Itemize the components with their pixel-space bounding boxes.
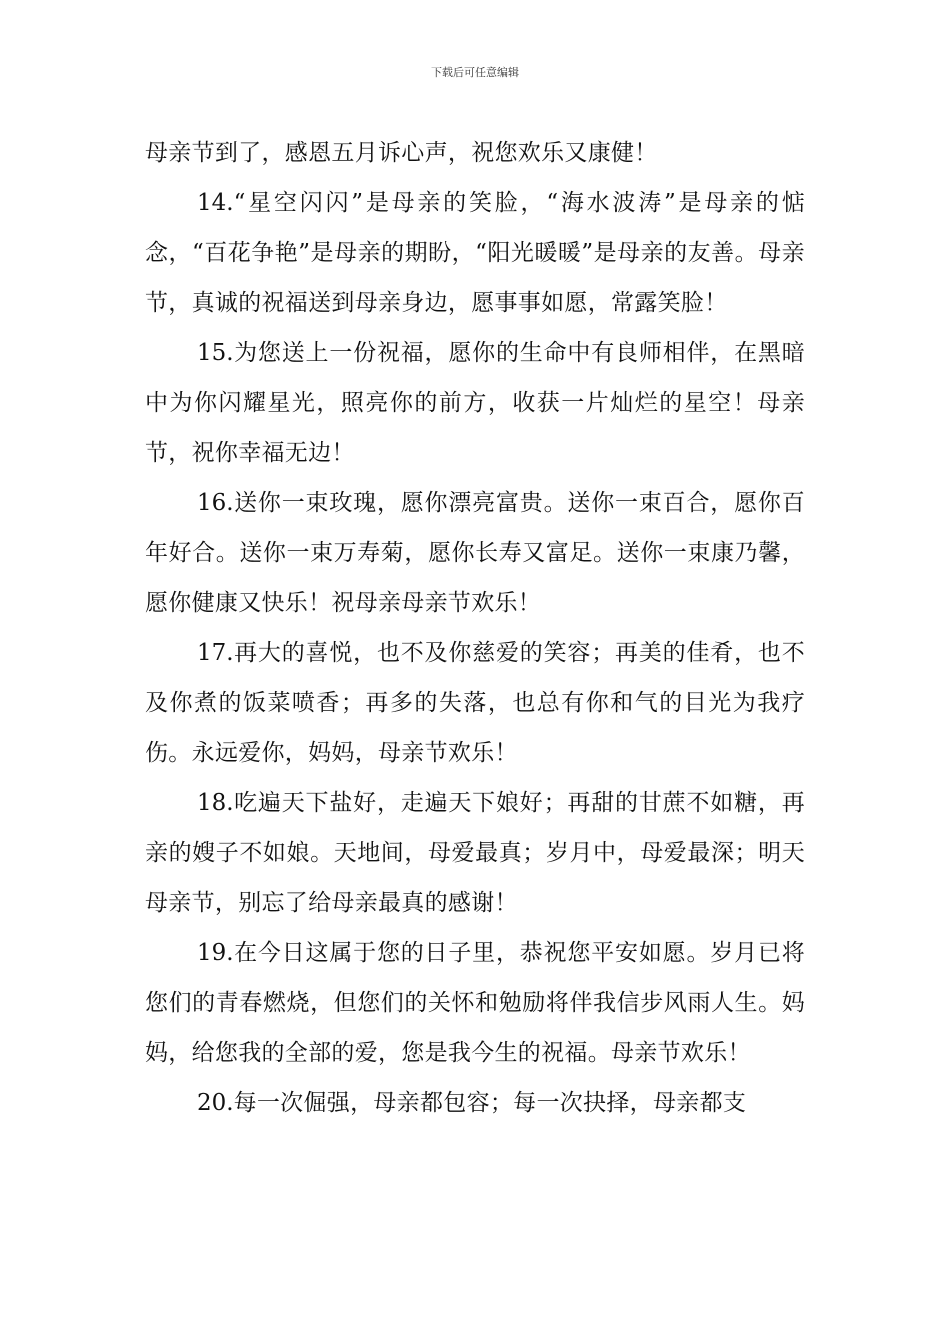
paragraph-text: 在今日这属于您的日子里，恭祝您平安如愿。岁月已将您们的青春燃烧，但您们的关怀和勉励将伴我信步风雨人生。妈妈，给您我的全部的爱，您是我今生的祝福。母亲节欢乐！ [145,940,805,1066]
paragraph-number: 18. [197,790,234,816]
paragraph-text: “星空闪闪”是母亲的笑脸，“海水波涛”是母亲的惦念，“百花争艳”是母亲的期盼，“阳光暖暖”是母亲的友善。母亲节，真诚的祝福送到母亲身边，愿事事如愿，常露笑脸！ [145,190,805,316]
document-body [145,128,805,1128]
paragraph-text: 为您送上一份祝福，愿你的生命中有良师相伴，在黑暗中为你闪耀星光，照亮你的前方，收获一片灿烂的星空！母亲节，祝你幸福无边！ [145,340,805,466]
paragraph-text: 每一次倔强，母亲都包容；每一次抉择，母亲都支 [233,1090,747,1116]
paragraph-number: 17. [197,640,234,666]
paragraph-number: 16. [197,490,234,516]
paragraph-19 [145,928,805,1078]
paragraph-text: 母亲节到了，感恩五月诉心声，祝您欢乐又康健！ [145,140,658,166]
paragraph-16 [145,478,805,628]
paragraph-20 [145,1078,805,1128]
paragraph-text: 送你一束玫瑰，愿你漂亮富贵。送你一束百合，愿你百年好合。送你一束万寿菊，愿你长寿又富足。送你一束康乃馨，愿你健康又快乐！祝母亲母亲节欢乐！ [145,490,805,616]
paragraph-text: 吃遍天下盐好，走遍天下娘好；再甜的甘蔗不如糖，再亲的嫂子不如娘。天地间，母爱最真；岁月中，母爱最深；明天母亲节，别忘了给母亲最真的感谢！ [145,790,805,916]
paragraph-15 [145,328,805,478]
paragraph-number: 15. [197,340,234,366]
paragraph-number: 20. [197,1090,234,1116]
page-header-note: 下载后可任意编辑 [431,66,519,79]
paragraph-17 [145,628,805,778]
paragraph-number: 19. [197,940,234,966]
paragraph-14 [145,178,805,328]
paragraph-13-tail [145,128,805,178]
paragraph-text: 再大的喜悦，也不及你慈爱的笑容；再美的佳肴，也不及你煮的饭菜喷香；再多的失落，也总有你和气的目光为我疗伤。永远爱你，妈妈，母亲节欢乐！ [145,640,805,766]
paragraph-18 [145,778,805,928]
paragraph-number: 14. [197,190,234,216]
